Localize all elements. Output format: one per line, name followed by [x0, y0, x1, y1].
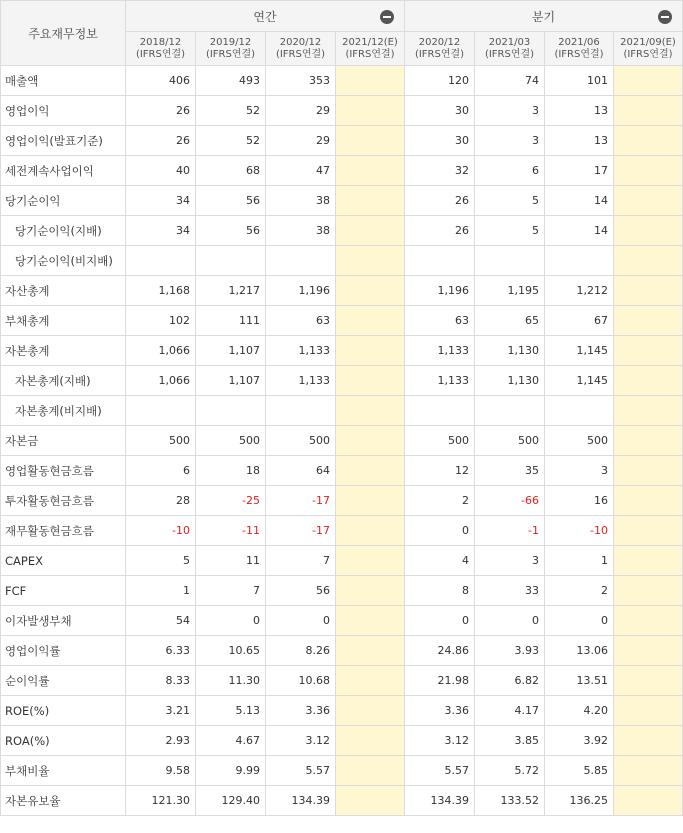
value-cell	[405, 396, 475, 426]
value-cell: 56	[196, 186, 266, 216]
value-cell: 3.12	[405, 726, 475, 756]
value-cell: 111	[196, 306, 266, 336]
estimate-cell	[614, 606, 683, 636]
column-header	[266, 32, 336, 66]
value-cell: 5.57	[266, 756, 336, 786]
value-cell: 1,133	[405, 336, 475, 366]
value-cell: 47	[266, 156, 336, 186]
estimate-cell	[614, 156, 683, 186]
value-cell: 3.92	[545, 726, 614, 756]
value-cell: 34	[126, 216, 196, 246]
value-cell: 38	[266, 186, 336, 216]
value-cell: 2.93	[126, 726, 196, 756]
value-cell: 13	[545, 96, 614, 126]
table-row	[1, 546, 683, 576]
table-row	[1, 786, 683, 816]
value-cell	[126, 396, 196, 426]
value-cell: 0	[475, 606, 545, 636]
table-row	[1, 636, 683, 666]
value-cell: 30	[405, 126, 475, 156]
estimate-cell	[336, 126, 405, 156]
value-cell: 11	[196, 546, 266, 576]
value-cell: 5.85	[545, 756, 614, 786]
value-cell: 1,217	[196, 276, 266, 306]
value-cell: 500	[126, 426, 196, 456]
estimate-cell	[614, 336, 683, 366]
value-cell: 64	[266, 456, 336, 486]
row-label: CAPEX	[1, 546, 126, 576]
row-label: 순이익률	[1, 666, 126, 696]
value-cell: -10	[545, 516, 614, 546]
value-cell: 29	[266, 96, 336, 126]
value-cell: 26	[126, 126, 196, 156]
value-cell: 52	[196, 96, 266, 126]
column-header	[126, 32, 196, 66]
value-cell: 35	[475, 456, 545, 486]
value-cell: 33	[475, 576, 545, 606]
value-cell: 5.57	[405, 756, 475, 786]
table-row	[1, 696, 683, 726]
table-row	[1, 66, 683, 96]
value-cell: 3	[475, 546, 545, 576]
estimate-cell	[336, 486, 405, 516]
column-basis: (IFRS연결)	[345, 48, 395, 60]
value-cell: 2	[545, 576, 614, 606]
table-row	[1, 396, 683, 426]
value-cell: 4.17	[475, 696, 545, 726]
column-period: 2020/12	[418, 36, 461, 48]
column-basis: (IFRS연결)	[554, 48, 604, 60]
table-row	[1, 426, 683, 456]
value-cell: 500	[545, 426, 614, 456]
estimate-cell	[336, 786, 405, 816]
estimate-cell	[336, 96, 405, 126]
row-label: 영업이익률	[1, 636, 126, 666]
estimate-cell	[336, 456, 405, 486]
row-label: 당기순이익(비지배)	[1, 246, 126, 276]
estimate-cell	[614, 276, 683, 306]
value-cell: 11.30	[196, 666, 266, 696]
value-cell: 67	[545, 306, 614, 336]
quarter-label: 분기	[531, 9, 556, 24]
value-cell: 10.65	[196, 636, 266, 666]
row-label: 자산총계	[1, 276, 126, 306]
value-cell: 3.36	[266, 696, 336, 726]
estimate-cell	[614, 246, 683, 276]
value-cell: 68	[196, 156, 266, 186]
row-label: 영업이익	[1, 96, 126, 126]
estimate-cell	[614, 546, 683, 576]
value-cell: 30	[405, 96, 475, 126]
value-cell: 5	[475, 186, 545, 216]
value-cell: 29	[266, 126, 336, 156]
value-cell	[196, 396, 266, 426]
table-row	[1, 246, 683, 276]
estimate-cell	[336, 756, 405, 786]
value-cell: 9.99	[196, 756, 266, 786]
value-cell: 6	[475, 156, 545, 186]
value-cell: 6	[126, 456, 196, 486]
value-cell: 1,130	[475, 336, 545, 366]
value-cell: 134.39	[266, 786, 336, 816]
corner-label: 주요재무정보	[1, 1, 126, 66]
value-cell: 13.06	[545, 636, 614, 666]
estimate-cell	[614, 516, 683, 546]
value-cell: 52	[196, 126, 266, 156]
quarter-group-header	[405, 1, 683, 32]
estimate-cell	[336, 546, 405, 576]
value-cell: 8	[405, 576, 475, 606]
value-cell: 13	[545, 126, 614, 156]
value-cell: 1,133	[266, 336, 336, 366]
value-cell: 101	[545, 66, 614, 96]
value-cell: 0	[545, 606, 614, 636]
value-cell: 34	[126, 186, 196, 216]
value-cell: 3	[475, 126, 545, 156]
value-cell: 3.93	[475, 636, 545, 666]
value-cell: 1,196	[405, 276, 475, 306]
value-cell: 3	[545, 456, 614, 486]
table-row	[1, 186, 683, 216]
row-label: 자본총계	[1, 336, 126, 366]
estimate-cell	[336, 156, 405, 186]
value-cell: 65	[475, 306, 545, 336]
estimate-cell	[336, 726, 405, 756]
value-cell: 1,133	[266, 366, 336, 396]
row-label: 부채총계	[1, 306, 126, 336]
value-cell: 493	[196, 66, 266, 96]
column-header	[545, 32, 614, 66]
value-cell: 353	[266, 66, 336, 96]
value-cell: 1,195	[475, 276, 545, 306]
row-label: 매출액	[1, 66, 126, 96]
row-label: 자본유보율	[1, 786, 126, 816]
value-cell: 38	[266, 216, 336, 246]
row-label: 영업활동현금흐름	[1, 456, 126, 486]
estimate-cell	[336, 336, 405, 366]
estimate-cell	[614, 186, 683, 216]
value-cell: 28	[126, 486, 196, 516]
table-row	[1, 576, 683, 606]
value-cell: 32	[405, 156, 475, 186]
value-cell: 5	[475, 216, 545, 246]
row-label: 재무활동현금흐름	[1, 516, 126, 546]
value-cell: 500	[405, 426, 475, 456]
estimate-cell	[614, 216, 683, 246]
estimate-cell	[614, 756, 683, 786]
value-cell: 5.72	[475, 756, 545, 786]
value-cell: 9.58	[126, 756, 196, 786]
estimate-cell	[336, 606, 405, 636]
value-cell: 56	[266, 576, 336, 606]
value-cell: 17	[545, 156, 614, 186]
value-cell: 0	[266, 606, 336, 636]
column-period: 2019/12	[209, 36, 252, 48]
estimate-cell	[614, 96, 683, 126]
value-cell	[475, 246, 545, 276]
row-label: 당기순이익(지배)	[1, 216, 126, 246]
value-cell: 21.98	[405, 666, 475, 696]
table-row	[1, 306, 683, 336]
value-cell	[266, 246, 336, 276]
table-row	[1, 96, 683, 126]
value-cell: 500	[266, 426, 336, 456]
value-cell: 40	[126, 156, 196, 186]
estimate-cell	[336, 306, 405, 336]
value-cell: 63	[266, 306, 336, 336]
value-cell: 3.21	[126, 696, 196, 726]
value-cell: 3	[475, 96, 545, 126]
value-cell: 74	[475, 66, 545, 96]
column-basis: (IFRS연결)	[623, 48, 673, 60]
value-cell: 406	[126, 66, 196, 96]
estimate-cell	[614, 696, 683, 726]
estimate-cell	[336, 366, 405, 396]
row-label: 자본금	[1, 426, 126, 456]
collapse-quarter-icon[interactable]	[658, 10, 672, 24]
value-cell: 5.13	[196, 696, 266, 726]
column-basis: (IFRS연결)	[275, 48, 326, 60]
value-cell: 8.26	[266, 636, 336, 666]
value-cell	[126, 246, 196, 276]
value-cell: 1	[126, 576, 196, 606]
estimate-cell	[614, 426, 683, 456]
value-cell: 4.20	[545, 696, 614, 726]
estimate-cell	[614, 126, 683, 156]
value-cell: 6.82	[475, 666, 545, 696]
estimate-cell	[614, 726, 683, 756]
column-header	[336, 32, 405, 66]
value-cell: -11	[196, 516, 266, 546]
estimate-cell	[336, 186, 405, 216]
estimate-cell	[614, 576, 683, 606]
estimate-cell	[614, 456, 683, 486]
table-row	[1, 666, 683, 696]
row-label: ROA(%)	[1, 726, 126, 756]
estimate-cell	[336, 696, 405, 726]
value-cell	[266, 396, 336, 426]
column-basis: (IFRS연결)	[205, 48, 256, 60]
value-cell: 26	[126, 96, 196, 126]
value-cell: 18	[196, 456, 266, 486]
value-cell: -25	[196, 486, 266, 516]
value-cell: 129.40	[196, 786, 266, 816]
column-header	[475, 32, 545, 66]
column-period: 2020/12	[279, 36, 322, 48]
estimate-cell	[336, 426, 405, 456]
value-cell: 6.33	[126, 636, 196, 666]
table-row	[1, 126, 683, 156]
row-label: 세전계속사업이익	[1, 156, 126, 186]
value-cell: 1,133	[405, 366, 475, 396]
row-label: 이자발생부채	[1, 606, 126, 636]
row-label: 자본총계(지배)	[1, 366, 126, 396]
column-basis: (IFRS연결)	[484, 48, 535, 60]
value-cell: 121.30	[126, 786, 196, 816]
table-row	[1, 756, 683, 786]
estimate-cell	[614, 306, 683, 336]
value-cell: 13.51	[545, 666, 614, 696]
table-row	[1, 516, 683, 546]
value-cell: -1	[475, 516, 545, 546]
column-basis: (IFRS연결)	[414, 48, 465, 60]
value-cell: -17	[266, 486, 336, 516]
value-cell: 500	[196, 426, 266, 456]
table-row	[1, 276, 683, 306]
value-cell: 1,066	[126, 366, 196, 396]
value-cell: 63	[405, 306, 475, 336]
value-cell: 3.12	[266, 726, 336, 756]
estimate-cell	[336, 276, 405, 306]
column-basis: (IFRS연결)	[135, 48, 186, 60]
value-cell: 1,145	[545, 366, 614, 396]
estimate-cell	[614, 486, 683, 516]
value-cell: 0	[196, 606, 266, 636]
column-period: 2021/12(E)	[342, 36, 398, 48]
table-row	[1, 726, 683, 756]
column-header	[405, 32, 475, 66]
value-cell: 24.86	[405, 636, 475, 666]
value-cell: 56	[196, 216, 266, 246]
value-cell: 54	[126, 606, 196, 636]
row-label: 투자활동현금흐름	[1, 486, 126, 516]
column-period: 2018/12	[139, 36, 182, 48]
value-cell: 1,212	[545, 276, 614, 306]
estimate-cell	[614, 366, 683, 396]
value-cell: 102	[126, 306, 196, 336]
estimate-cell	[336, 246, 405, 276]
value-cell: 1,196	[266, 276, 336, 306]
value-cell: 1	[545, 546, 614, 576]
estimate-cell	[336, 216, 405, 246]
value-cell: 14	[545, 186, 614, 216]
value-cell: 0	[405, 516, 475, 546]
row-label: 부채비율	[1, 756, 126, 786]
estimate-cell	[336, 396, 405, 426]
value-cell: 134.39	[405, 786, 475, 816]
table-row	[1, 606, 683, 636]
value-cell: -66	[475, 486, 545, 516]
annual-group-header	[126, 1, 405, 32]
column-period: 2021/06	[558, 36, 600, 48]
value-cell: 14	[545, 216, 614, 246]
value-cell: -17	[266, 516, 336, 546]
value-cell: 26	[405, 186, 475, 216]
estimate-cell	[336, 576, 405, 606]
table-row	[1, 156, 683, 186]
estimate-cell	[336, 636, 405, 666]
estimate-cell	[614, 66, 683, 96]
value-cell: 1,107	[196, 366, 266, 396]
estimate-cell	[336, 516, 405, 546]
column-header	[196, 32, 266, 66]
estimate-cell	[614, 666, 683, 696]
estimate-cell	[614, 786, 683, 816]
value-cell: 2	[405, 486, 475, 516]
column-period: 2021/03	[488, 36, 531, 48]
value-cell: 8.33	[126, 666, 196, 696]
value-cell	[196, 246, 266, 276]
value-cell: 4.67	[196, 726, 266, 756]
value-cell: 7	[266, 546, 336, 576]
table-row	[1, 216, 683, 246]
value-cell: 0	[405, 606, 475, 636]
row-label: 영업이익(발표기준)	[1, 126, 126, 156]
value-cell: 3.36	[405, 696, 475, 726]
value-cell: 1,130	[475, 366, 545, 396]
value-cell: 133.52	[475, 786, 545, 816]
table-row	[1, 456, 683, 486]
value-cell: 120	[405, 66, 475, 96]
value-cell: -10	[126, 516, 196, 546]
value-cell: 12	[405, 456, 475, 486]
estimate-cell	[336, 66, 405, 96]
row-label: 자본총계(비지배)	[1, 396, 126, 426]
value-cell	[475, 396, 545, 426]
table-row	[1, 336, 683, 366]
value-cell: 500	[475, 426, 545, 456]
row-label: FCF	[1, 576, 126, 606]
table-row	[1, 366, 683, 396]
value-cell: 136.25	[545, 786, 614, 816]
value-cell: 5	[126, 546, 196, 576]
estimate-cell	[614, 396, 683, 426]
row-label: ROE(%)	[1, 696, 126, 726]
value-cell	[405, 246, 475, 276]
value-cell: 4	[405, 546, 475, 576]
column-period: 2021/09(E)	[620, 36, 676, 48]
row-label: 당기순이익	[1, 186, 126, 216]
value-cell: 1,168	[126, 276, 196, 306]
value-cell	[545, 396, 614, 426]
table-row	[1, 486, 683, 516]
annual-label: 연간	[253, 9, 277, 24]
estimate-cell	[614, 636, 683, 666]
value-cell: 10.68	[266, 666, 336, 696]
value-cell	[545, 246, 614, 276]
value-cell: 16	[545, 486, 614, 516]
value-cell: 1,145	[545, 336, 614, 366]
value-cell: 1,107	[196, 336, 266, 366]
value-cell: 26	[405, 216, 475, 246]
estimate-cell	[336, 666, 405, 696]
value-cell: 1,066	[126, 336, 196, 366]
value-cell: 7	[196, 576, 266, 606]
collapse-annual-icon[interactable]	[380, 10, 394, 24]
column-header	[614, 32, 683, 66]
value-cell: 3.85	[475, 726, 545, 756]
